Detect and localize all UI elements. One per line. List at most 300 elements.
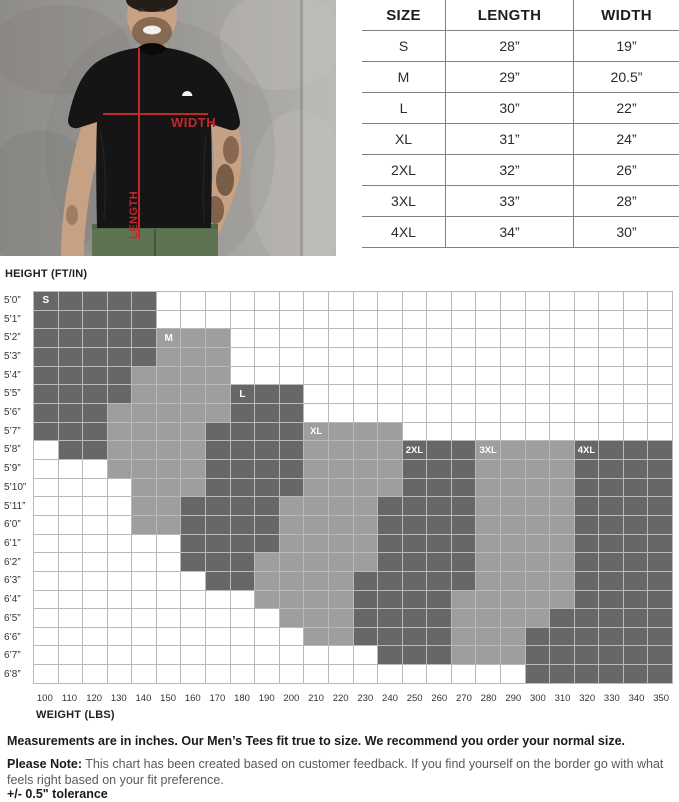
grid-cell bbox=[34, 460, 58, 478]
grid-cell bbox=[526, 479, 550, 497]
grid-cell bbox=[378, 367, 402, 385]
grid-cell bbox=[206, 553, 230, 571]
grid-cell bbox=[476, 609, 500, 627]
grid-cell bbox=[181, 609, 205, 627]
grid-cell bbox=[476, 385, 500, 403]
grid-cell bbox=[83, 646, 107, 664]
grid-cell bbox=[280, 516, 304, 534]
grid-cell bbox=[354, 404, 378, 422]
grid-cell bbox=[83, 423, 107, 441]
grid-cell bbox=[255, 329, 279, 347]
grid-cell bbox=[648, 609, 672, 627]
grid-cell bbox=[304, 535, 328, 553]
grid-cell bbox=[34, 385, 58, 403]
size-table-cell: 20.5” bbox=[574, 62, 679, 93]
grid-cell bbox=[501, 628, 525, 646]
grid-cell bbox=[206, 535, 230, 553]
grid-cell bbox=[354, 479, 378, 497]
grid-cell bbox=[231, 329, 255, 347]
grid-cell bbox=[108, 292, 132, 310]
grid-cell bbox=[132, 535, 156, 553]
grid-cell bbox=[403, 646, 427, 664]
size-table-cell: 34” bbox=[446, 217, 574, 248]
note-please-label: Please Note: bbox=[7, 757, 83, 771]
grid-cell bbox=[378, 646, 402, 664]
grid-cell bbox=[59, 385, 83, 403]
grid-cell bbox=[427, 479, 451, 497]
grid-cell bbox=[624, 591, 648, 609]
grid-cell bbox=[34, 404, 58, 422]
grid-cell bbox=[550, 404, 574, 422]
grid-cell bbox=[255, 609, 279, 627]
grid-cell bbox=[132, 572, 156, 590]
weight-tick-label: 350 bbox=[653, 693, 670, 704]
weight-tick-label: 160 bbox=[184, 693, 201, 704]
grid-cell bbox=[34, 497, 58, 515]
grid-cell bbox=[181, 423, 205, 441]
grid-cell bbox=[280, 572, 304, 590]
grid-cell bbox=[354, 367, 378, 385]
weight-tick-label: 250 bbox=[406, 693, 423, 704]
grid-cell bbox=[329, 665, 353, 683]
grid-cell bbox=[108, 479, 132, 497]
note-tolerance: +/- 0.5" tolerance bbox=[7, 787, 108, 801]
grid-cell bbox=[648, 553, 672, 571]
grid-cell bbox=[34, 479, 58, 497]
grid-cell bbox=[206, 292, 230, 310]
grid-cell bbox=[280, 441, 304, 459]
grid-cell bbox=[599, 628, 623, 646]
grid-cell bbox=[452, 553, 476, 571]
grid-cell bbox=[476, 329, 500, 347]
grid-cell bbox=[526, 311, 550, 329]
grid-cell bbox=[59, 404, 83, 422]
grid-cell bbox=[599, 479, 623, 497]
grid-cell bbox=[624, 404, 648, 422]
grid-cell bbox=[403, 460, 427, 478]
grid-cell bbox=[108, 423, 132, 441]
grid-region-label: 4XL bbox=[577, 444, 596, 456]
grid-cell bbox=[181, 497, 205, 515]
grid-cell bbox=[231, 572, 255, 590]
grid-cell bbox=[599, 535, 623, 553]
grid-cell bbox=[526, 404, 550, 422]
grid-cell bbox=[624, 665, 648, 683]
grid-cell bbox=[648, 423, 672, 441]
grid-cell bbox=[181, 348, 205, 366]
grid-cell bbox=[550, 646, 574, 664]
grid-cell bbox=[181, 404, 205, 422]
grid-cell bbox=[157, 628, 181, 646]
grid-cell bbox=[304, 423, 328, 441]
grid-cell bbox=[550, 497, 574, 515]
width-label: WIDTH bbox=[171, 115, 217, 130]
grid-cell bbox=[132, 311, 156, 329]
grid-cell bbox=[231, 646, 255, 664]
grid-cell bbox=[378, 329, 402, 347]
grid-cell bbox=[599, 404, 623, 422]
weight-tick-label: 200 bbox=[283, 693, 300, 704]
weight-tick-label: 290 bbox=[505, 693, 522, 704]
grid-cell bbox=[403, 516, 427, 534]
grid-cell bbox=[59, 665, 83, 683]
weight-tick-label: 230 bbox=[357, 693, 374, 704]
grid-cell bbox=[550, 423, 574, 441]
grid-cell bbox=[34, 348, 58, 366]
grid-cell bbox=[132, 516, 156, 534]
note-measurements: Measurements are in inches. Our Men’s Tees fit true to size. We recommend you order your normal size. bbox=[7, 734, 625, 748]
grid-cell bbox=[255, 591, 279, 609]
grid-cell bbox=[624, 479, 648, 497]
grid-cell bbox=[624, 329, 648, 347]
grid-cell bbox=[280, 367, 304, 385]
grid-cell bbox=[403, 553, 427, 571]
grid-cell bbox=[501, 665, 525, 683]
height-tick-label: 6’7” bbox=[4, 650, 21, 662]
grid-cell bbox=[304, 367, 328, 385]
grid-cell bbox=[280, 535, 304, 553]
grid-cell bbox=[648, 665, 672, 683]
weight-labels bbox=[33, 693, 673, 704]
grid-cell bbox=[575, 441, 599, 459]
grid-cell bbox=[599, 646, 623, 664]
grid-cell bbox=[378, 348, 402, 366]
size-table-cell: 29” bbox=[446, 62, 574, 93]
grid-cell bbox=[550, 292, 574, 310]
grid-cell bbox=[526, 628, 550, 646]
grid-cell bbox=[403, 292, 427, 310]
grid-cell bbox=[648, 628, 672, 646]
grid-cell bbox=[231, 367, 255, 385]
grid-cell bbox=[83, 348, 107, 366]
grid-cell bbox=[624, 385, 648, 403]
grid-cell bbox=[132, 441, 156, 459]
grid-cell bbox=[354, 516, 378, 534]
height-tick-label: 5’1” bbox=[4, 313, 21, 325]
grid-cell bbox=[378, 553, 402, 571]
grid-cell bbox=[255, 665, 279, 683]
size-table-cell: 32” bbox=[446, 155, 574, 186]
grid-cell bbox=[304, 591, 328, 609]
grid-cell bbox=[575, 609, 599, 627]
grid-cell bbox=[476, 292, 500, 310]
grid-cell bbox=[157, 460, 181, 478]
grid-cell bbox=[526, 646, 550, 664]
grid-cell bbox=[501, 404, 525, 422]
grid-cell bbox=[231, 553, 255, 571]
grid-cell bbox=[403, 572, 427, 590]
grid-cell bbox=[329, 423, 353, 441]
grid-cell bbox=[280, 348, 304, 366]
grid-cell bbox=[526, 665, 550, 683]
grid-cell bbox=[378, 572, 402, 590]
weight-tick-label: 210 bbox=[308, 693, 324, 704]
grid-cell bbox=[452, 497, 476, 515]
grid-cell bbox=[255, 311, 279, 329]
grid-cell bbox=[452, 609, 476, 627]
grid-cell bbox=[550, 329, 574, 347]
grid-cell bbox=[181, 311, 205, 329]
grid-cell bbox=[575, 516, 599, 534]
grid-cell bbox=[452, 572, 476, 590]
grid-cell bbox=[452, 423, 476, 441]
grid-cell bbox=[648, 348, 672, 366]
grid-cell bbox=[206, 591, 230, 609]
grid-cell bbox=[403, 423, 427, 441]
grid-cell bbox=[304, 385, 328, 403]
grid-cell bbox=[526, 609, 550, 627]
grid-cell bbox=[526, 572, 550, 590]
weight-tick-label: 330 bbox=[603, 693, 620, 704]
grid-cell bbox=[157, 404, 181, 422]
grid-cell bbox=[378, 311, 402, 329]
grid-cell bbox=[476, 404, 500, 422]
grid-cell bbox=[526, 591, 550, 609]
grid-cell bbox=[231, 665, 255, 683]
grid-cell bbox=[599, 311, 623, 329]
grid-cell bbox=[132, 367, 156, 385]
grid-cell bbox=[59, 497, 83, 515]
grid-cell bbox=[476, 591, 500, 609]
height-tick-label: 6’4” bbox=[4, 594, 21, 606]
grid-cell bbox=[255, 553, 279, 571]
grid-cell bbox=[575, 367, 599, 385]
weight-tick-label: 340 bbox=[628, 693, 645, 704]
grid-cell bbox=[108, 329, 132, 347]
grid-cell bbox=[255, 460, 279, 478]
grid-cell bbox=[550, 311, 574, 329]
grid-cell bbox=[255, 646, 279, 664]
grid-cell bbox=[452, 516, 476, 534]
grid-cell bbox=[59, 516, 83, 534]
grid-cell bbox=[427, 348, 451, 366]
weight-axis-title: WEIGHT (LBS) bbox=[36, 709, 115, 721]
grid-cell bbox=[280, 628, 304, 646]
grid-cell bbox=[427, 329, 451, 347]
grid-cell bbox=[476, 497, 500, 515]
grid-cell bbox=[157, 292, 181, 310]
grid-cell bbox=[206, 646, 230, 664]
grid-cell bbox=[526, 535, 550, 553]
grid-cell bbox=[452, 348, 476, 366]
grid-cell bbox=[157, 535, 181, 553]
grid-cell bbox=[648, 535, 672, 553]
grid-cell bbox=[452, 628, 476, 646]
weight-tick-label: 100 bbox=[36, 693, 53, 704]
grid-cell bbox=[132, 665, 156, 683]
grid-cell bbox=[59, 628, 83, 646]
grid-cell bbox=[280, 385, 304, 403]
grid-cell bbox=[304, 609, 328, 627]
grid-cell bbox=[501, 553, 525, 571]
grid-cell bbox=[501, 423, 525, 441]
grid-cell bbox=[83, 404, 107, 422]
grid-cell bbox=[157, 479, 181, 497]
grid-cell bbox=[83, 441, 107, 459]
grid-cell bbox=[304, 516, 328, 534]
grid-cell bbox=[624, 535, 648, 553]
grid-cell bbox=[83, 572, 107, 590]
grid-cell bbox=[231, 385, 255, 403]
grid-cell bbox=[550, 609, 574, 627]
grid-cell bbox=[599, 609, 623, 627]
grid-cell bbox=[476, 553, 500, 571]
grid-cell bbox=[59, 367, 83, 385]
grid-cell bbox=[132, 646, 156, 664]
grid-cell bbox=[378, 460, 402, 478]
grid-cell bbox=[206, 348, 230, 366]
grid-cell bbox=[255, 441, 279, 459]
note-please-text: This chart has been created based on customer feedback. If you find yourself on the border go with what feels right based on your fit preference. bbox=[7, 757, 664, 787]
weight-tick-label: 170 bbox=[209, 693, 226, 704]
grid-cell bbox=[452, 367, 476, 385]
grid-cell bbox=[255, 423, 279, 441]
grid-cell bbox=[206, 572, 230, 590]
grid-cell bbox=[157, 367, 181, 385]
grid-cell bbox=[624, 497, 648, 515]
height-tick-label: 5’2” bbox=[4, 332, 21, 344]
grid-cell bbox=[304, 311, 328, 329]
grid-cell bbox=[476, 665, 500, 683]
grid-cell bbox=[255, 479, 279, 497]
grid-cell bbox=[648, 646, 672, 664]
grid-cell bbox=[206, 423, 230, 441]
grid-cell bbox=[108, 628, 132, 646]
grid-cell bbox=[108, 535, 132, 553]
grid-cell bbox=[108, 572, 132, 590]
grid-cell bbox=[427, 404, 451, 422]
grid-cell bbox=[575, 553, 599, 571]
size-table-cell: M bbox=[362, 62, 446, 93]
grid-cell bbox=[526, 553, 550, 571]
grid-cell bbox=[83, 535, 107, 553]
grid-cell bbox=[132, 423, 156, 441]
grid-cell bbox=[501, 348, 525, 366]
grid-cell bbox=[354, 572, 378, 590]
grid-cell bbox=[575, 591, 599, 609]
grid-cell bbox=[526, 497, 550, 515]
grid-cell bbox=[206, 609, 230, 627]
grid-cell bbox=[329, 329, 353, 347]
grid-cell bbox=[231, 479, 255, 497]
grid-cell bbox=[452, 292, 476, 310]
grid-cell bbox=[231, 497, 255, 515]
height-tick-label: 6’2” bbox=[4, 556, 21, 568]
grid-cell bbox=[403, 628, 427, 646]
grid-cell bbox=[59, 329, 83, 347]
grid-cell bbox=[526, 516, 550, 534]
grid-cell bbox=[329, 535, 353, 553]
grid-cell bbox=[378, 591, 402, 609]
grid-cell bbox=[280, 404, 304, 422]
grid-cell bbox=[452, 404, 476, 422]
size-table-cell: 31” bbox=[446, 124, 574, 155]
grid-cell bbox=[83, 609, 107, 627]
grid-cell bbox=[550, 516, 574, 534]
grid-cell bbox=[354, 628, 378, 646]
grid-cell bbox=[575, 572, 599, 590]
grid-cell bbox=[83, 385, 107, 403]
grid-cell bbox=[648, 441, 672, 459]
grid-cell bbox=[624, 572, 648, 590]
height-tick-label: 5’8” bbox=[4, 444, 21, 456]
grid-cell bbox=[599, 497, 623, 515]
height-tick-label: 5’4” bbox=[4, 369, 21, 381]
grid-cell bbox=[501, 329, 525, 347]
grid-cell bbox=[550, 479, 574, 497]
grid-cell bbox=[231, 460, 255, 478]
grid-cell bbox=[157, 311, 181, 329]
grid-cell bbox=[83, 516, 107, 534]
grid-cell bbox=[206, 479, 230, 497]
grid-cell bbox=[59, 646, 83, 664]
grid-cell bbox=[575, 348, 599, 366]
grid-cell bbox=[354, 609, 378, 627]
grid-cell bbox=[255, 348, 279, 366]
grid-cell bbox=[108, 348, 132, 366]
grid-cell bbox=[427, 591, 451, 609]
grid-cell bbox=[157, 572, 181, 590]
grid-cell bbox=[231, 348, 255, 366]
grid-cell bbox=[403, 591, 427, 609]
grid-cell bbox=[452, 479, 476, 497]
grid-cell bbox=[329, 385, 353, 403]
grid-cell bbox=[83, 311, 107, 329]
grid-cell bbox=[354, 591, 378, 609]
grid-cell bbox=[427, 497, 451, 515]
grid-cell bbox=[157, 591, 181, 609]
grid-cell bbox=[452, 329, 476, 347]
grid-cell bbox=[599, 367, 623, 385]
grid-cell bbox=[59, 460, 83, 478]
grid-cell bbox=[34, 329, 58, 347]
size-table-cell: 28” bbox=[574, 186, 679, 217]
grid-cell bbox=[59, 591, 83, 609]
grid-cell bbox=[501, 591, 525, 609]
size-table-cell: 28” bbox=[446, 31, 574, 62]
grid-cell bbox=[575, 292, 599, 310]
grid-cell bbox=[329, 497, 353, 515]
grid-cell bbox=[378, 404, 402, 422]
grid-cell bbox=[452, 646, 476, 664]
grid-cell bbox=[501, 385, 525, 403]
grid-cell bbox=[501, 572, 525, 590]
grid-cell bbox=[476, 367, 500, 385]
grid-cell bbox=[181, 628, 205, 646]
grid-cell bbox=[206, 311, 230, 329]
grid-cell bbox=[280, 497, 304, 515]
grid-cell bbox=[648, 591, 672, 609]
size-grid bbox=[33, 291, 673, 684]
grid-cell bbox=[575, 479, 599, 497]
grid-cell bbox=[526, 441, 550, 459]
grid-cell bbox=[575, 311, 599, 329]
grid-cell bbox=[132, 329, 156, 347]
grid-cell bbox=[181, 572, 205, 590]
weight-tick-label: 280 bbox=[480, 693, 497, 704]
grid-cell bbox=[378, 516, 402, 534]
grid-cell bbox=[329, 516, 353, 534]
grid-cell bbox=[452, 460, 476, 478]
grid-cell bbox=[108, 609, 132, 627]
grid-cell bbox=[575, 423, 599, 441]
grid-region-label: S bbox=[42, 295, 50, 307]
grid-cell bbox=[329, 553, 353, 571]
grid-cell bbox=[231, 628, 255, 646]
grid-cell bbox=[452, 591, 476, 609]
grid-cell bbox=[329, 311, 353, 329]
grid-cell bbox=[304, 292, 328, 310]
